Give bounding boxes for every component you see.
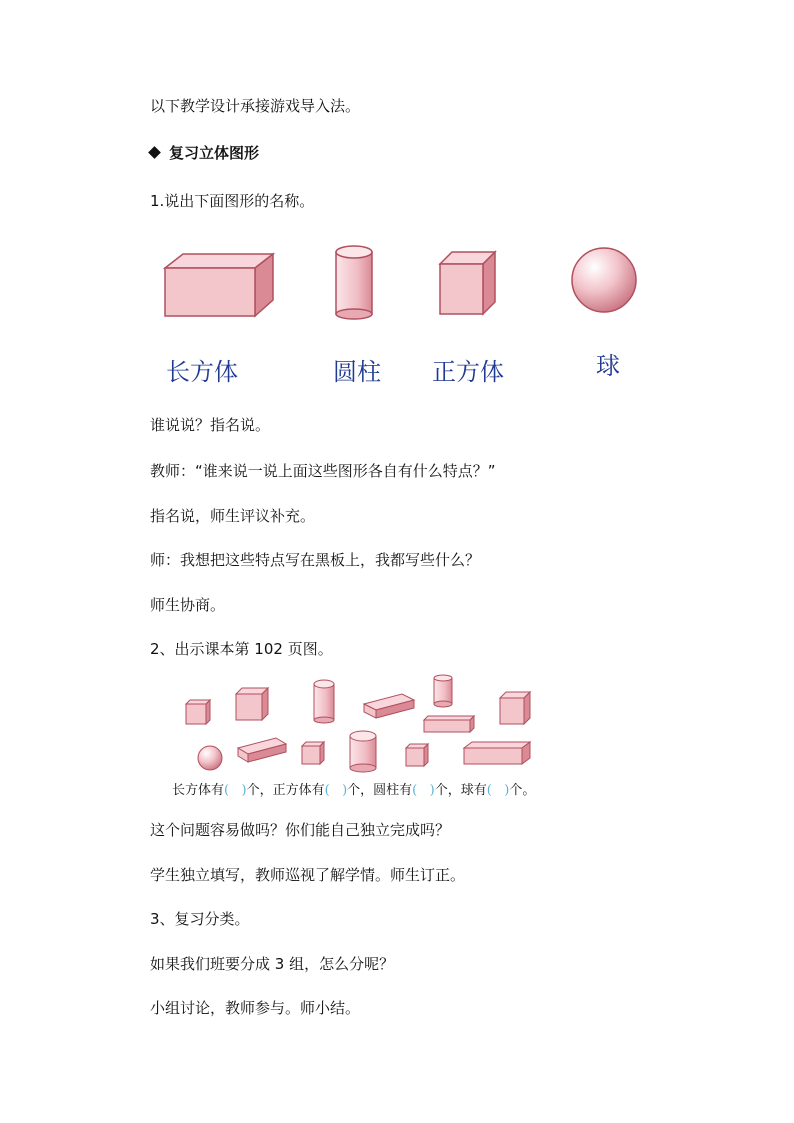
fill-sphere-label: 个，球有 [434,783,487,798]
flat-cuboid-3 [238,738,286,762]
cube-shape [440,252,495,314]
blank-cube[interactable]: ( ) [324,783,348,798]
intro-text: 以下教学设计承接游戏导入法。 [150,97,361,115]
question-1: 1.说出下面图形的名称。 [150,192,315,210]
question-3: 3、复习分类。 [150,910,250,928]
section-title: 复习立体图形 [169,144,260,162]
blank-sphere[interactable]: ( ) [486,783,510,798]
diamond-bullet-icon [148,146,161,159]
small-cube-5 [406,744,428,766]
flat-cuboid-4 [464,742,530,764]
cuboid-shape [165,254,273,316]
easy-question-text: 这个问题容易做吗？你们能自己独立完成吗？ [150,821,451,839]
label-cuboid: 长方体 [166,358,238,386]
label-sphere: 球 [596,352,620,380]
cylinder-2 [434,675,452,707]
cylinder-3 [350,731,376,772]
fill-end: 个。 [509,783,536,798]
cube-3 [500,692,530,724]
fill-in-sentence [172,779,535,798]
fill-instruction-text: 学生独立填写，教师巡视了解学情。师生订正。 [150,866,466,884]
teacher-question-text: 教师：“谁来说一说上面这些图形各自有什么特点？” [150,462,496,480]
textbook-figure [152,672,592,802]
cylinder-shape [336,246,372,319]
blank-cuboid[interactable]: ( ) [224,783,247,798]
cube-2 [236,688,268,720]
fill-cuboid-label: 长方体有 [172,783,225,798]
group-discuss-text: 小组讨论，教师参与。师小结。 [150,999,361,1017]
comment-text: 指名说，师生评议补充。 [150,507,316,525]
cylinder-1 [314,680,334,723]
label-cube: 正方体 [432,358,504,386]
who-says-text: 谁说说？指名说。 [150,416,271,434]
discuss-text: 师生协商。 [150,596,226,614]
sphere-shape [572,248,636,312]
small-cube-1 [186,700,210,724]
question-2: 2、出示课本第 102 页图。 [150,640,333,658]
textbook-shapes [152,672,592,777]
label-cylinder: 圆柱 [333,358,381,386]
fill-cube-label: 个，正方体有 [246,783,325,798]
teacher-write-text: 师：我想把这些特点写在黑板上，我都写些什么？ [150,551,481,569]
groups-question-text: 如果我们班要分成 3 组，怎么分呢？ [150,955,395,973]
small-cube-4 [302,742,324,764]
section-heading [150,143,259,163]
flat-cuboid-2 [424,716,474,732]
small-sphere [198,746,222,770]
blank-cylinder[interactable]: ( ) [412,783,435,798]
flat-cuboid-1 [364,694,414,718]
fill-cylinder-label: 个，圆柱有 [347,783,413,798]
